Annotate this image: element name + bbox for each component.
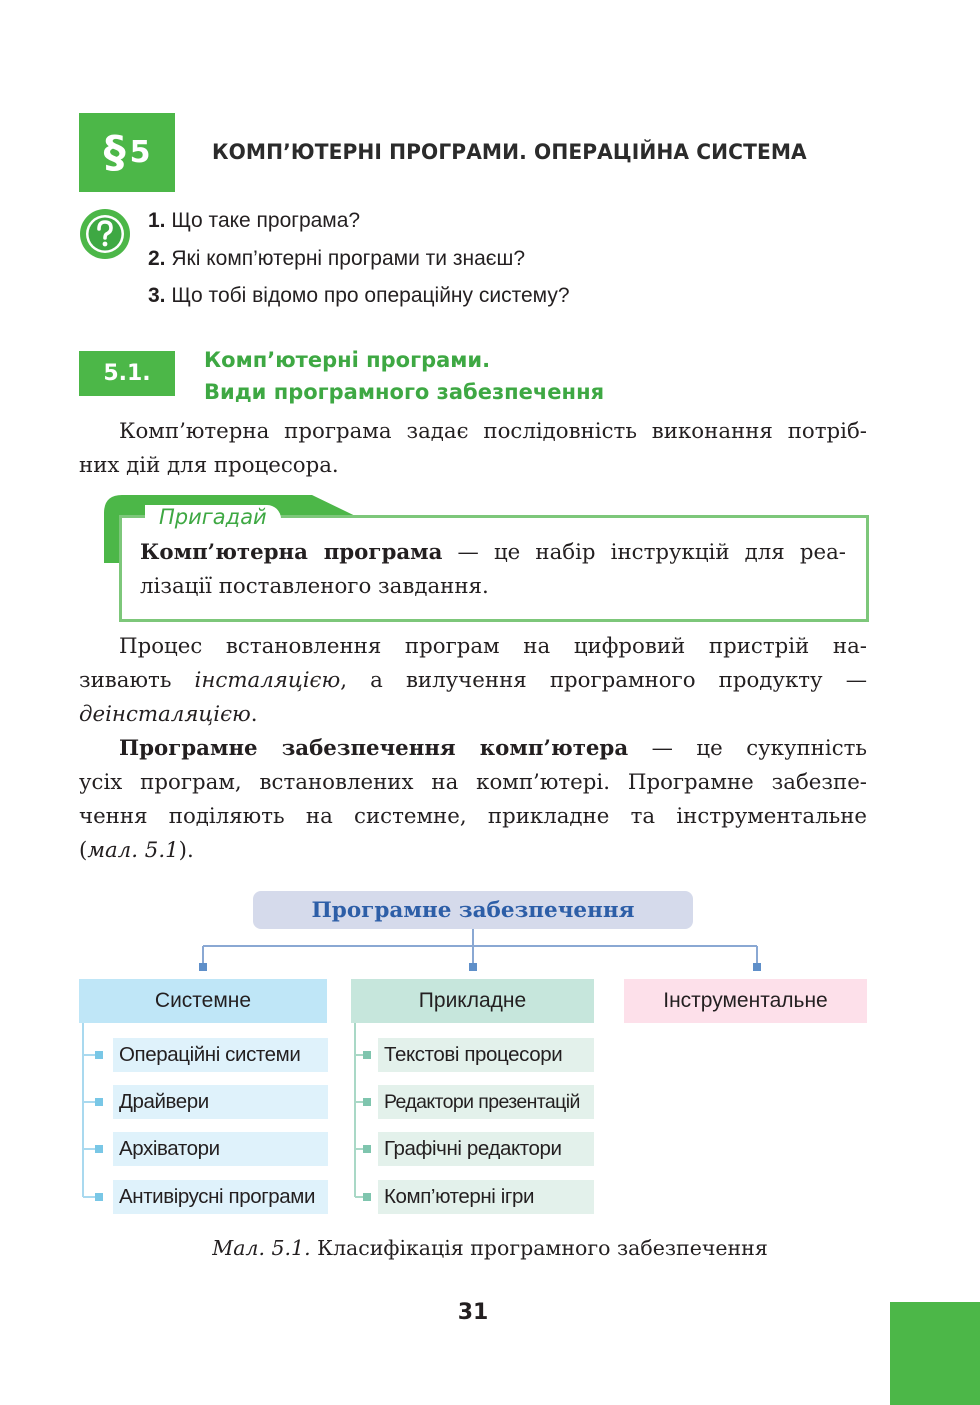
- category-applied: Прикладне: [351, 979, 594, 1023]
- paragraph-1: Комп’ютерна програма задає послідовність виконання потріб- них дій для процесора.: [79, 419, 867, 478]
- subsection-badge: 5.1.: [79, 351, 175, 396]
- subsection-title: Комп’ютерні програми. Види програмного забезпечення: [204, 348, 605, 404]
- paragraph-3: Програмне забезпечення комп’ютера — це сукупність усіх програм, встановлених на комп’ютері. Програмне забезпе- чення поділяють на системне, прикладне та інструментальне (мал. 5.1).: [79, 736, 867, 863]
- question-item: 1. Що таке програма?: [148, 209, 361, 232]
- question-item: 2. Які комп’ютерні програми ти знаєш?: [148, 246, 525, 270]
- diagram-item: Комп’ютерні ігри: [378, 1180, 594, 1214]
- page-number: 31: [457, 1300, 489, 1325]
- diagram-item: Графічні редактори: [378, 1132, 594, 1166]
- paragraph-2: Процес встановлення програм на цифровий пристрій на- зивають інсталяцією, а вилучення програмного продукту — деінсталяцією.: [79, 634, 867, 727]
- diagram-item: Текстові процесори: [378, 1038, 594, 1072]
- question-item: 3. Що тобі відомо про операційну систему?: [148, 284, 570, 307]
- diagram-item: Операційні системи: [113, 1038, 328, 1072]
- remember-label: Пригадай: [145, 505, 281, 529]
- section-title: КОМП’ЮТЕРНІ ПРОГРАМИ. ОПЕРАЦІЙНА СИСТЕМА: [212, 140, 807, 165]
- diagram-item: Редактори презентацій: [378, 1085, 594, 1119]
- section-symbol: §: [103, 126, 126, 178]
- section-number: 5: [129, 134, 151, 170]
- page-corner-tab: [890, 1302, 980, 1405]
- remember-text: Комп’ютерна програма — це набір інструкцій для реа- лізації поставленого завдання.: [140, 540, 846, 599]
- figure-caption: Мал. 5.1. Класифікація програмного забезпечення: [212, 1236, 768, 1260]
- category-tools: Інструментальне: [624, 979, 867, 1023]
- diagram-item: Драйвери: [113, 1085, 328, 1119]
- category-system: Системне: [79, 979, 327, 1023]
- diagram-title: Програмне забезпечення: [253, 891, 693, 929]
- diagram-item: Архіватори: [113, 1132, 328, 1166]
- diagram-item: Антивірусні програми: [113, 1180, 328, 1214]
